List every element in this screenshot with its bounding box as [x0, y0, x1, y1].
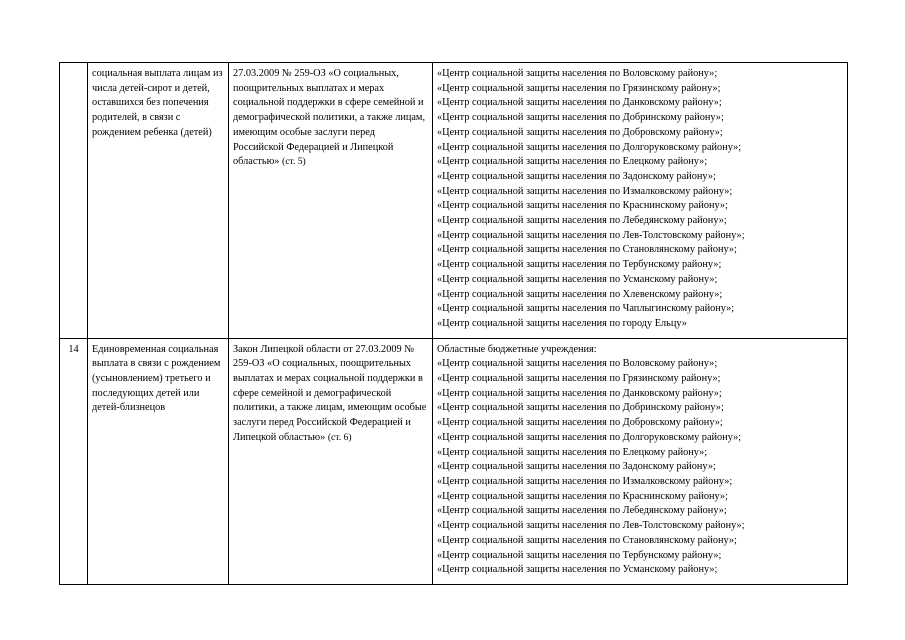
law-reference: [229, 63, 433, 339]
row-number: 14: [60, 338, 88, 584]
institution-item: «Центр социальной защиты населения по Становлянскому району»;: [437, 244, 737, 256]
institution-item: «Центр социальной защиты населения по Воловскому району»;: [437, 68, 718, 79]
institution-item: «Центр социальной защиты населения по Добровскому району»;: [437, 126, 723, 138]
law-reference: [229, 338, 433, 584]
institution-item: «Центр социальной защиты населения по Елецкому району»;: [437, 156, 708, 168]
payment-type: Единовременная социальная выплата в связи с рождением (усыновлением) третьего и последующих детей или детей-близнецов: [88, 338, 229, 584]
institution-item: «Центр социальной защиты населения по Данковскому району»;: [437, 97, 722, 109]
institutions-cell: [433, 338, 848, 584]
law-text: 27.03.2009 № 259-ОЗ «О социальных, поощрительных выплатах и мерах социальной поддержки в сфере семейной и демографической политики, а также лицам, имеющим особые заслуги перед Российской Федерацией и Липецкой областью»: [233, 68, 426, 168]
institutions-list: [437, 357, 843, 578]
institutions-header: Областные бюджетные учреждения:: [437, 343, 597, 355]
institution-item: «Центр социальной защиты населения по Измалковскому району»;: [437, 185, 733, 197]
institution-item: «Центр социальной защиты населения по Лебедянскому району»;: [437, 215, 727, 227]
institution-item: «Центр социальной защиты населения по Воловскому району»;: [437, 358, 718, 370]
institution-item: «Центр социальной защиты населения по Добровскому району»;: [437, 417, 723, 429]
institution-item: «Центр социальной защиты населения по Краснинскому району»;: [437, 200, 728, 212]
institution-item: «Центр социальной защиты населения по Грязинскому району»;: [437, 373, 721, 385]
row-number: [60, 63, 88, 339]
services-table: [59, 62, 848, 585]
institutions-list: [437, 67, 843, 332]
table-row: [60, 338, 848, 584]
institution-item: «Центр социальной защиты населения по Добринскому району»;: [437, 112, 724, 124]
institution-item: «Центр социальной защиты населения по Тербунскому району»;: [437, 259, 722, 271]
law-article: (ст. 6): [327, 431, 352, 443]
institution-item: «Центр социальной защиты населения по Данковскому району»;: [437, 387, 722, 399]
institution-item: «Центр социальной защиты населения по Грязинскому району»;: [437, 82, 721, 94]
institution-item: «Центр социальной защиты населения по Измалковскому району»;: [437, 475, 733, 487]
institution-item: «Центр социальной защиты населения по Долгоруковскому району»;: [437, 431, 742, 443]
institution-item: «Центр социальной защиты населения по Елецкому району»;: [437, 446, 708, 458]
institution-item: «Центр социальной защиты населения по Усманскому району»;: [437, 564, 718, 576]
institution-item: «Центр социальной защиты населения по Добринскому району»;: [437, 402, 724, 414]
payment-type: социальная выплата лицам из числа детей-сирот и детей, оставшихся без попечения родителей, в связи с рождением ребенка (детей): [88, 63, 229, 339]
institution-item: «Центр социальной защиты населения по Задонскому району»;: [437, 461, 716, 473]
law-text: Закон Липецкой области от 27.03.2009 № 259-ОЗ «О социальных, поощрительных выплатах и мерах социальной поддержки в сфере семейной и демографической политики, а также лицам, имеющим особые заслуги перед Российской Федерацией и Липецкой областью»: [233, 343, 427, 443]
institution-item: «Центр социальной защиты населения по городу Ельцу»: [437, 317, 687, 329]
table-row: [60, 63, 848, 339]
institution-item: «Центр социальной защиты населения по Лебедянскому району»;: [437, 505, 727, 517]
institution-item: «Центр социальной защиты населения по Долгоруковскому району»;: [437, 141, 742, 153]
institution-item: «Центр социальной защиты населения по Хлевенскому району»;: [437, 288, 723, 300]
institution-item: «Центр социальной защиты населения по Лев-Толстовскому району»;: [437, 520, 745, 532]
law-article: (ст. 5): [282, 156, 306, 168]
institutions-cell: [433, 63, 848, 339]
institution-item: «Центр социальной защиты населения по Становлянскому району»;: [437, 534, 737, 546]
institution-item: «Центр социальной защиты населения по Краснинскому району»;: [437, 490, 728, 502]
institution-item: «Центр социальной защиты населения по Лев-Толстовскому району»;: [437, 229, 745, 241]
institution-item: «Центр социальной защиты населения по Задонскому району»;: [437, 170, 716, 182]
institution-item: «Центр социальной защиты населения по Тербунскому району»;: [437, 549, 722, 561]
institution-item: «Центр социальной защиты населения по Усманскому району»;: [437, 273, 718, 285]
institution-item: «Центр социальной защиты населения по Чаплыгинскому району»;: [437, 303, 735, 315]
